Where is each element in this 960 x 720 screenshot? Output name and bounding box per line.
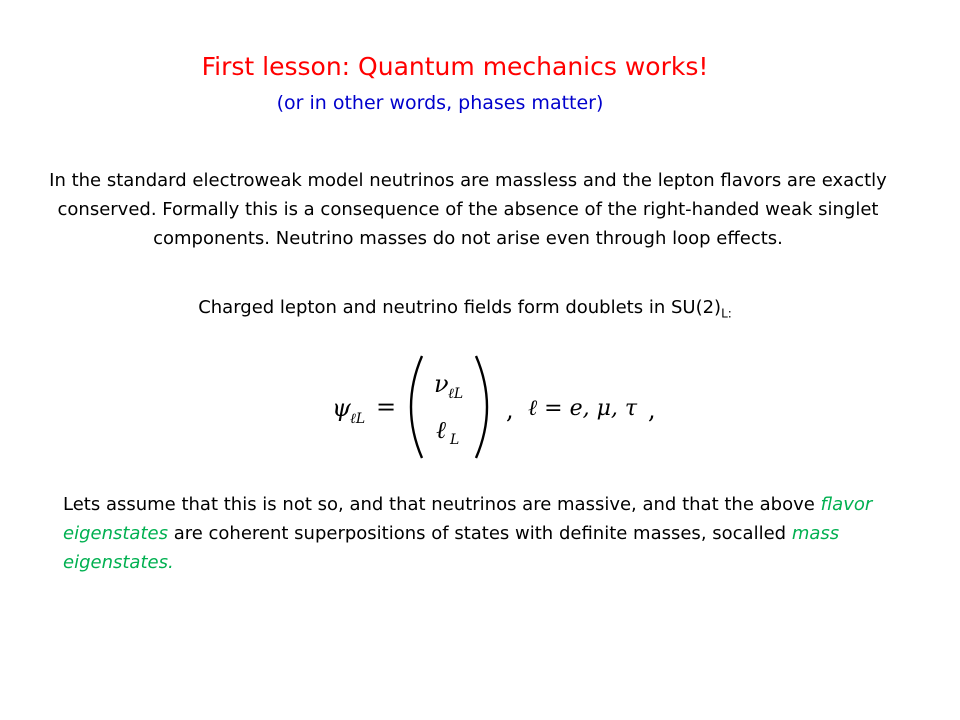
slide-title: First lesson: Quantum mechanics works!	[201, 52, 709, 81]
equation-left-paren	[411, 356, 422, 458]
doublets-text: Charged lepton and neutrino fields form doublets in SU(2)	[198, 297, 722, 318]
assumption-text-1: Lets assume that this is not so, and that neutrinos are massive, and that the above	[63, 494, 821, 515]
equation-flavor-definition: ℓ = e, μ, τ	[528, 396, 638, 421]
equation-top-entry: ν	[434, 370, 449, 398]
equation-bottom-entry-subscript: L	[450, 432, 460, 448]
assumption-text-2: are coherent superpositions of states with definite masses, socalled	[167, 523, 792, 544]
doublets-subscript: L:	[721, 306, 732, 321]
equation-trailing-comma: ,	[648, 396, 656, 424]
mass-eigenstates-term: mass eigenstates.	[63, 523, 840, 573]
flavor-eigenstates-term: flavor eigenstates	[63, 494, 873, 544]
equation-bottom-entry: ℓ	[436, 416, 446, 444]
equation-right-paren	[476, 356, 487, 458]
equation-separator: ,	[506, 396, 514, 424]
lepton-doublet-equation	[330, 352, 670, 462]
slide-subtitle: (or in other words, phases matter)	[276, 92, 604, 114]
intro-paragraph: In the standard electroweak model neutrinos are massless and the lepton flavors are exactly conserved. Formally this is a consequence of the absence of the right-handed weak singlet components. Neutrino masses do not arise even through loop effects.	[49, 170, 887, 249]
assumption-paragraph	[63, 490, 893, 577]
equation-top-entry-subscript: ℓL	[448, 386, 464, 402]
equation-psi: ψ	[332, 394, 351, 422]
doublets-statement	[0, 293, 930, 329]
equation-equals: =	[376, 393, 397, 421]
equation-psi-subscript: ℓL	[350, 411, 366, 427]
